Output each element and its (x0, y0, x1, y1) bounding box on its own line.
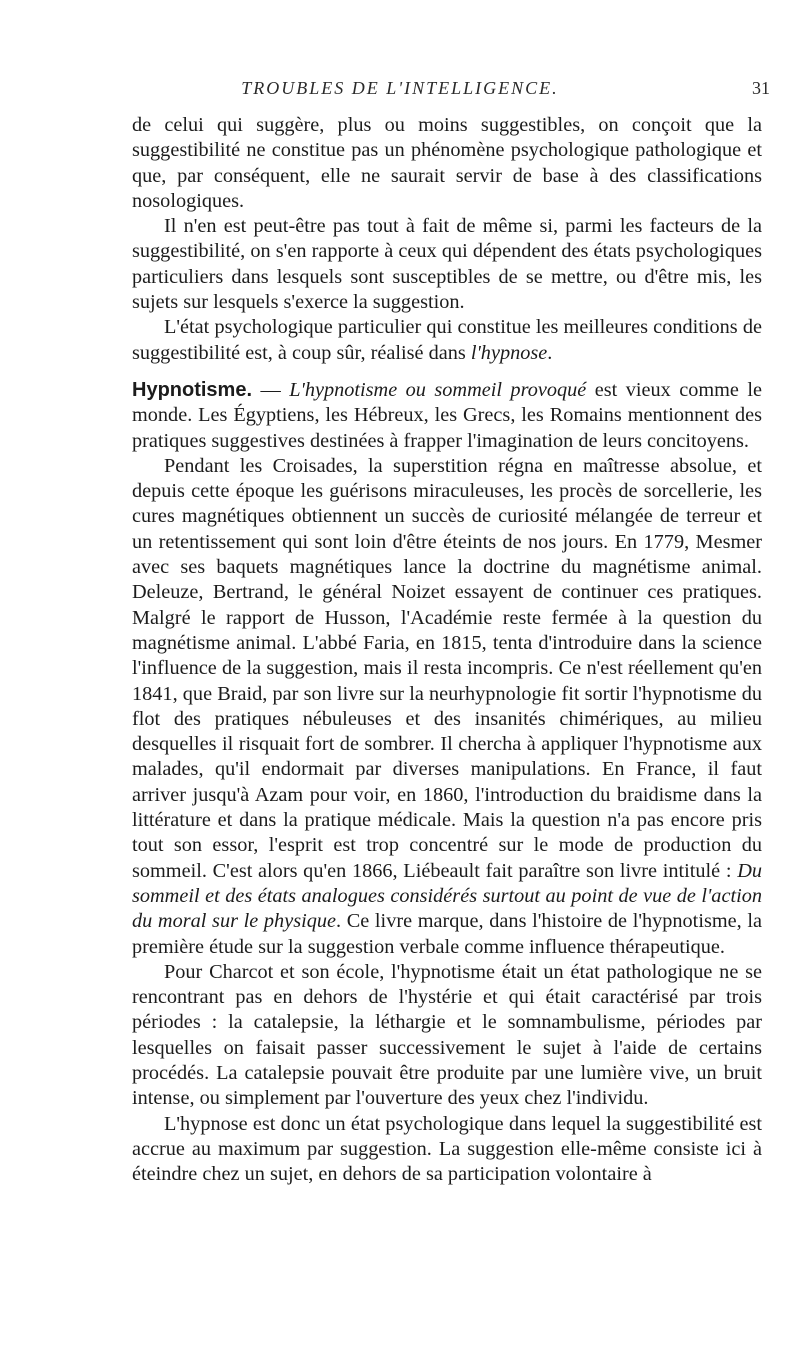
paragraph-3-end: . (547, 341, 553, 364)
page-number: 31 (752, 78, 770, 98)
hypnotisme-term: L'hypnotisme ou sommeil provoqué (289, 378, 587, 401)
paragraph-6: Pour Charcot et son école, l'hypnotisme était un état pathologique ne se rencontrant pas en dehors de l'hystérie et qui était caractérisé par trois périodes : la catalepsie, la léthargie et le somnambulisme, périodes par lesquelles on faisait passer successivement le sujet à l'aide de certains procédés. La catalepsie pouvait être produite par une lumière vive, un bruit intense, ou simplement par l'ouverture des yeux chez l'individu. (132, 960, 762, 1110)
paragraph-1: de celui qui suggère, plus ou moins suggestibles, on conçoit que la suggestibilité ne constitue pas un phénomène psychologique pathologique et que, par conséquent, elle ne saurait servir de base à des classifications nosologiques. (132, 114, 762, 212)
paragraph-4-text: est vieux comme le monde. Les Égyptiens, les Hébreux, les Grecs, les Romains mentionnent des pratiques suggestives destinées à frapper l'imagination de leurs concitoyens. (132, 378, 763, 452)
book-title: Du sommeil et des états analogues considérés surtout au point de vue de l'action du moral sur le physique (132, 859, 762, 933)
paragraph-2: Il n'en est peut-être pas tout à fait de même si, parmi les facteurs de la suggestibilité, on s'en rapporte à ceux qui dépendent des états psychologiques particuliers dans lesquels sont susceptibles de se mettre, ou d'être mis, les sujets sur lesquels s'exerce la suggestion. (132, 215, 762, 314)
paragraph-3 (132, 315, 762, 366)
hypnose-term: l'hypnose (470, 341, 548, 364)
body-text (132, 113, 762, 1187)
paragraph-hypnotisme (132, 378, 762, 454)
running-title: TROUBLES DE L'INTELLIGENCE. (241, 78, 559, 98)
paragraph-3-text: L'état psychologique particulier qui constitue les meilleures conditions de suggestibilité est, à coup sûr, réalisé dans (132, 316, 762, 364)
paragraph-5 (132, 454, 762, 960)
heading-dash: — (252, 378, 290, 401)
section-heading: Hypnotisme. (132, 378, 253, 401)
paragraph-7: L'hypnose est donc un état psychologique dans lequel la suggestibilité est accrue au maximum par suggestion. La suggestion elle-même consiste ici à éteindre chez un sujet, en dehors de sa participation volontaire à (132, 1112, 762, 1186)
paragraph-5-text: Pendant les Croisades, la superstition régna en maîtresse absolue, et depuis cette époque les guérisons miraculeuses, les procès de sorcellerie, les cures magnétiques obtiennent un succès de curiosité mélangée de terreur et un retentissement qui sont loin d'être éteints de nos jours. En 1779, Mesmer avec ses baquets magnétiques lance la doctrine du magnétisme animal. Deleuze, Bertrand, le général Noizet essayent de continuer ces pratiques. Malgré le rapport de Husson, l'Académie reste fermée à la question du magnétisme animal. L'abbé Faria, en 1815, tenta d'introduire dans la science l'influence de la suggestion, mais il resta incompris. Ce n'est réellement qu'en 1841, que Braid, par son livre sur la neurhypnologie fit sortir l'hypnotisme du flot des pratiques nébuleuses et des insanités chimériques, au milieu desquelles il risquait fort de sombrer. Il chercha à appliquer l'hypnotisme aux malades, qu'il endormait par diverses manipulations. En France, il faut arriver jusqu'à Azam pour voir, en 1860, l'introduction du braidisme dans la littérature et dans la pratique médicale. Mais la question n'a pas encore pris tout son essor, l'esprit est trop concentré sur le mode de production du sommeil. C'est alors qu'en 1866, Liébeault fait paraître son livre intitulé : (132, 454, 762, 882)
paragraph-5-end: . Ce livre marque, dans l'histoire de l'hypnotisme, la première étude sur la suggestion verbale comme influence thérapeutique. (132, 910, 762, 958)
